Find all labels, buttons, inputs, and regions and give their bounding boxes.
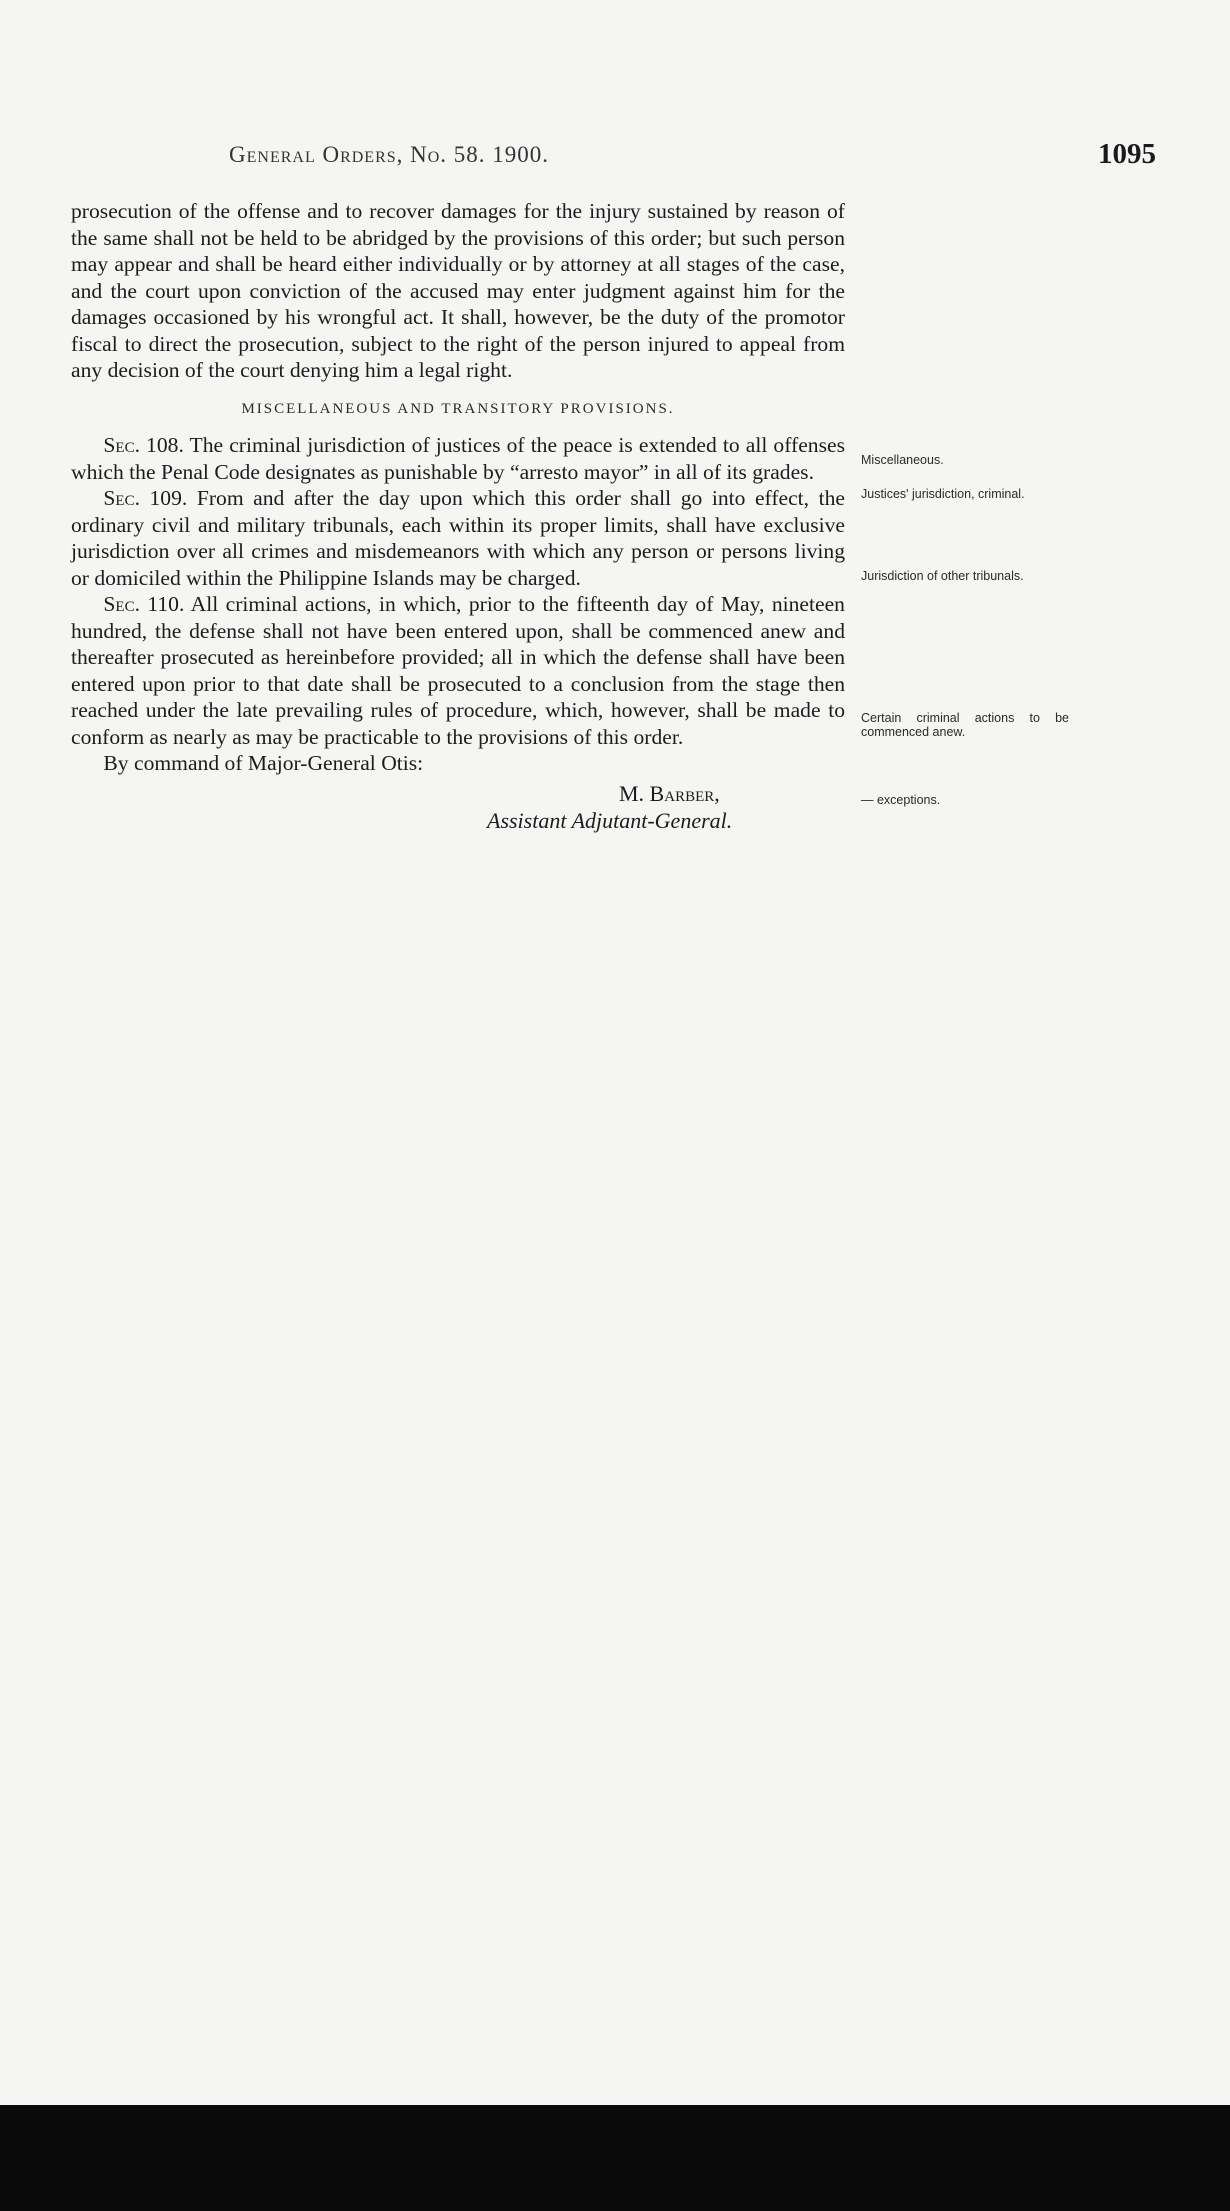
section-110-label: Sec. 110. [103,592,185,616]
running-head: General Orders, No. 58. 1900. [229,142,550,167]
section-108-text: The criminal jurisdiction of justices of the peace is extended to all offenses which the Penal Code designates as punishable by “arresto mayor” in all of its grades. [71,433,845,484]
page-header [229,138,1156,178]
margin-note-other-tribunals: Jurisdiction of other tribunals. [861,569,1024,583]
section-108 [71,432,845,485]
section-110 [71,591,845,750]
margin-note-certain-actions: Certain criminal actions to be commenced anew. [861,711,1069,739]
signatory-name: M. Barber, [619,780,720,806]
scan-bottom-border [0,2105,1230,2211]
section-heading: MISCELLANEOUS AND TRANSITORY PROVISIONS. [241,400,675,417]
paragraph-continuation: prosecution of the offense and to recover damages for the injury sustained by reason of the same shall not be held to be abridged by the provisions of this order; but such person may appear and shall be heard either individually or by attorney at all stages of the case, and the court upon conviction of the accused may enter judgment against him for the damages occasioned by his wrongful act. It shall, however, be the duty of the promotor fiscal to direct the prosecution, subject to the right of the person injured to appeal from any decision of the court denying him a legal right. [71,199,845,382]
section-109-text: From and after the day upon which this order shall go into effect, the ordinary civil and military tribunals, each within its proper limits, shall have exclusive jurisdiction over all crimes and misdemeanors with which any person or persons living or domiciled within the Philippine Islands may be charged. [71,486,845,590]
section-109-label: Sec. 109. [103,486,188,510]
margin-note-justices: Justices' jurisdiction, criminal. [861,487,1025,501]
margin-note-miscellaneous: Miscellaneous. [861,453,944,467]
section-108-label: Sec. 108. [103,433,184,457]
section-109 [71,485,845,591]
margin-note-exceptions: — exceptions. [861,793,941,807]
command-line: By command of Major-General Otis: [103,751,424,775]
body-text [71,198,845,839]
signature-block [71,781,845,839]
page-number: 1095 [1098,138,1156,170]
signatory-title: Assistant Adjutant-General. [487,807,733,833]
section-110-text: All criminal actions, in which, prior to the fifteenth day of May, nineteen hundred, the defense shall not have been entered upon, shall be commenced anew and thereafter prosecuted as hereinbefore provided; all in which the defense shall have been entered upon prior to that date shall be prosecuted to a conclusion from the stage then reached under the late prevailing rules of procedure, which, however, shall be made to conform as nearly as may be practicable to the provisions of this order. [71,592,845,749]
